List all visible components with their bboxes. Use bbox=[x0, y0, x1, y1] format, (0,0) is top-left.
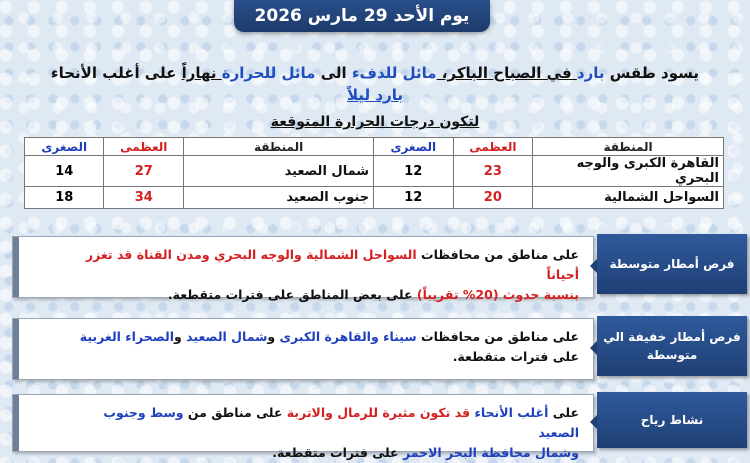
card-text-part: و bbox=[267, 329, 280, 344]
card-stripe bbox=[13, 395, 19, 451]
card-text-part: و bbox=[174, 329, 187, 344]
table-header-row bbox=[25, 138, 724, 156]
col-region: المنطقة bbox=[184, 138, 374, 156]
region-cell: السواحل الشمالية bbox=[533, 187, 724, 209]
card-stripe bbox=[13, 237, 19, 297]
min-cell: 14 bbox=[25, 156, 104, 187]
summary-cold: بارد bbox=[576, 64, 605, 82]
col-min: الصغرى bbox=[374, 138, 453, 156]
col-max: العظمى bbox=[104, 138, 184, 156]
summary-line-1 bbox=[20, 62, 730, 84]
card-highlight: الصحراء الغربية bbox=[79, 329, 175, 344]
card-highlight: أغلب الأنحاء bbox=[474, 405, 549, 420]
date-text: يوم الأحد 29 مارس 2026 bbox=[254, 6, 470, 26]
card-highlight: وسط وجنوب الصعيد bbox=[103, 405, 579, 440]
summary-most-areas: على أغلب الأنحاء bbox=[50, 64, 182, 82]
weather-summary bbox=[20, 62, 730, 106]
region-cell: القاهرة الكبرى والوجه البحري bbox=[533, 156, 724, 187]
max-cell: 20 bbox=[453, 187, 533, 209]
card-text-part: على مناطق من محافظات bbox=[416, 329, 579, 344]
summary-daytime: نهاراً bbox=[181, 64, 222, 82]
card-highlight: قد تكون مثيرة للرمال والاتربة bbox=[286, 405, 475, 420]
card-label-wind bbox=[597, 392, 747, 448]
card-stripe bbox=[13, 319, 19, 379]
card-label: فرص أمطار خفيفة الي متوسطة bbox=[603, 330, 741, 362]
card-text-part: على bbox=[548, 405, 579, 420]
table-caption: لتكون درجات الحرارة المتوقعة bbox=[270, 114, 480, 130]
card-text-part: على فترات متقطعة. bbox=[272, 445, 403, 460]
summary-warm: مائل للدفء bbox=[351, 64, 437, 82]
max-cell: 27 bbox=[104, 156, 184, 187]
col-min: الصغرى bbox=[25, 138, 104, 156]
card-text-part: على مناطق من bbox=[183, 405, 287, 420]
card-highlight: وشمال محافظة البحر الاحمر bbox=[402, 445, 579, 460]
card-label: نشاط رياح bbox=[640, 413, 704, 427]
region-cell: شمال الصعيد bbox=[184, 156, 374, 187]
col-region: المنطقة bbox=[533, 138, 724, 156]
card-text-part: على مناطق من محافظات bbox=[416, 247, 579, 262]
summary-to: الى bbox=[315, 64, 352, 82]
summary-night: بارد ليلاً bbox=[347, 86, 403, 104]
card-highlight: سيناء والقاهرة الكبرى bbox=[279, 329, 417, 344]
card-text bbox=[77, 403, 579, 463]
table-row bbox=[25, 187, 724, 209]
card-text-part: على فترات متقطعة. bbox=[452, 349, 579, 364]
card-text bbox=[77, 327, 579, 367]
card-text-part: على بعض المناطق على فترات متقطعة. bbox=[167, 287, 417, 302]
max-cell: 34 bbox=[104, 187, 184, 209]
card-label-rain-moderate bbox=[597, 234, 747, 294]
card-label: فرص أمطار متوسطة bbox=[609, 257, 735, 271]
summary-in: في bbox=[546, 64, 577, 82]
forecast-card-rain-moderate bbox=[12, 236, 594, 302]
card-text bbox=[77, 245, 579, 305]
max-cell: 23 bbox=[453, 156, 533, 187]
summary-text: يسود طقس bbox=[604, 64, 700, 82]
table-row bbox=[25, 156, 724, 187]
forecast-card-wind bbox=[12, 394, 594, 460]
card-highlight: شمال الصعيد bbox=[186, 329, 268, 344]
forecast-card-rain-light bbox=[12, 318, 594, 380]
summary-early-morning: الصباح الباكر، bbox=[436, 64, 547, 82]
card-label-rain-light bbox=[597, 316, 747, 376]
col-max: العظمى bbox=[453, 138, 533, 156]
card-highlight: بنسبة حدوث (20% تقريباً) bbox=[416, 287, 579, 302]
min-cell: 18 bbox=[25, 187, 104, 209]
card-highlight: السواحل الشمالية والوجه البحري ومدن القناة bbox=[136, 247, 417, 262]
card-highlight: قد تغزر أحياناً bbox=[85, 247, 579, 282]
min-cell: 12 bbox=[374, 156, 453, 187]
region-cell: جنوب الصعيد bbox=[184, 187, 374, 209]
min-cell: 12 bbox=[374, 187, 453, 209]
temperature-table bbox=[24, 137, 724, 209]
summary-hot: مائل للحرارة bbox=[221, 64, 316, 82]
summary-line-2 bbox=[20, 84, 730, 106]
date-header bbox=[234, 0, 490, 32]
